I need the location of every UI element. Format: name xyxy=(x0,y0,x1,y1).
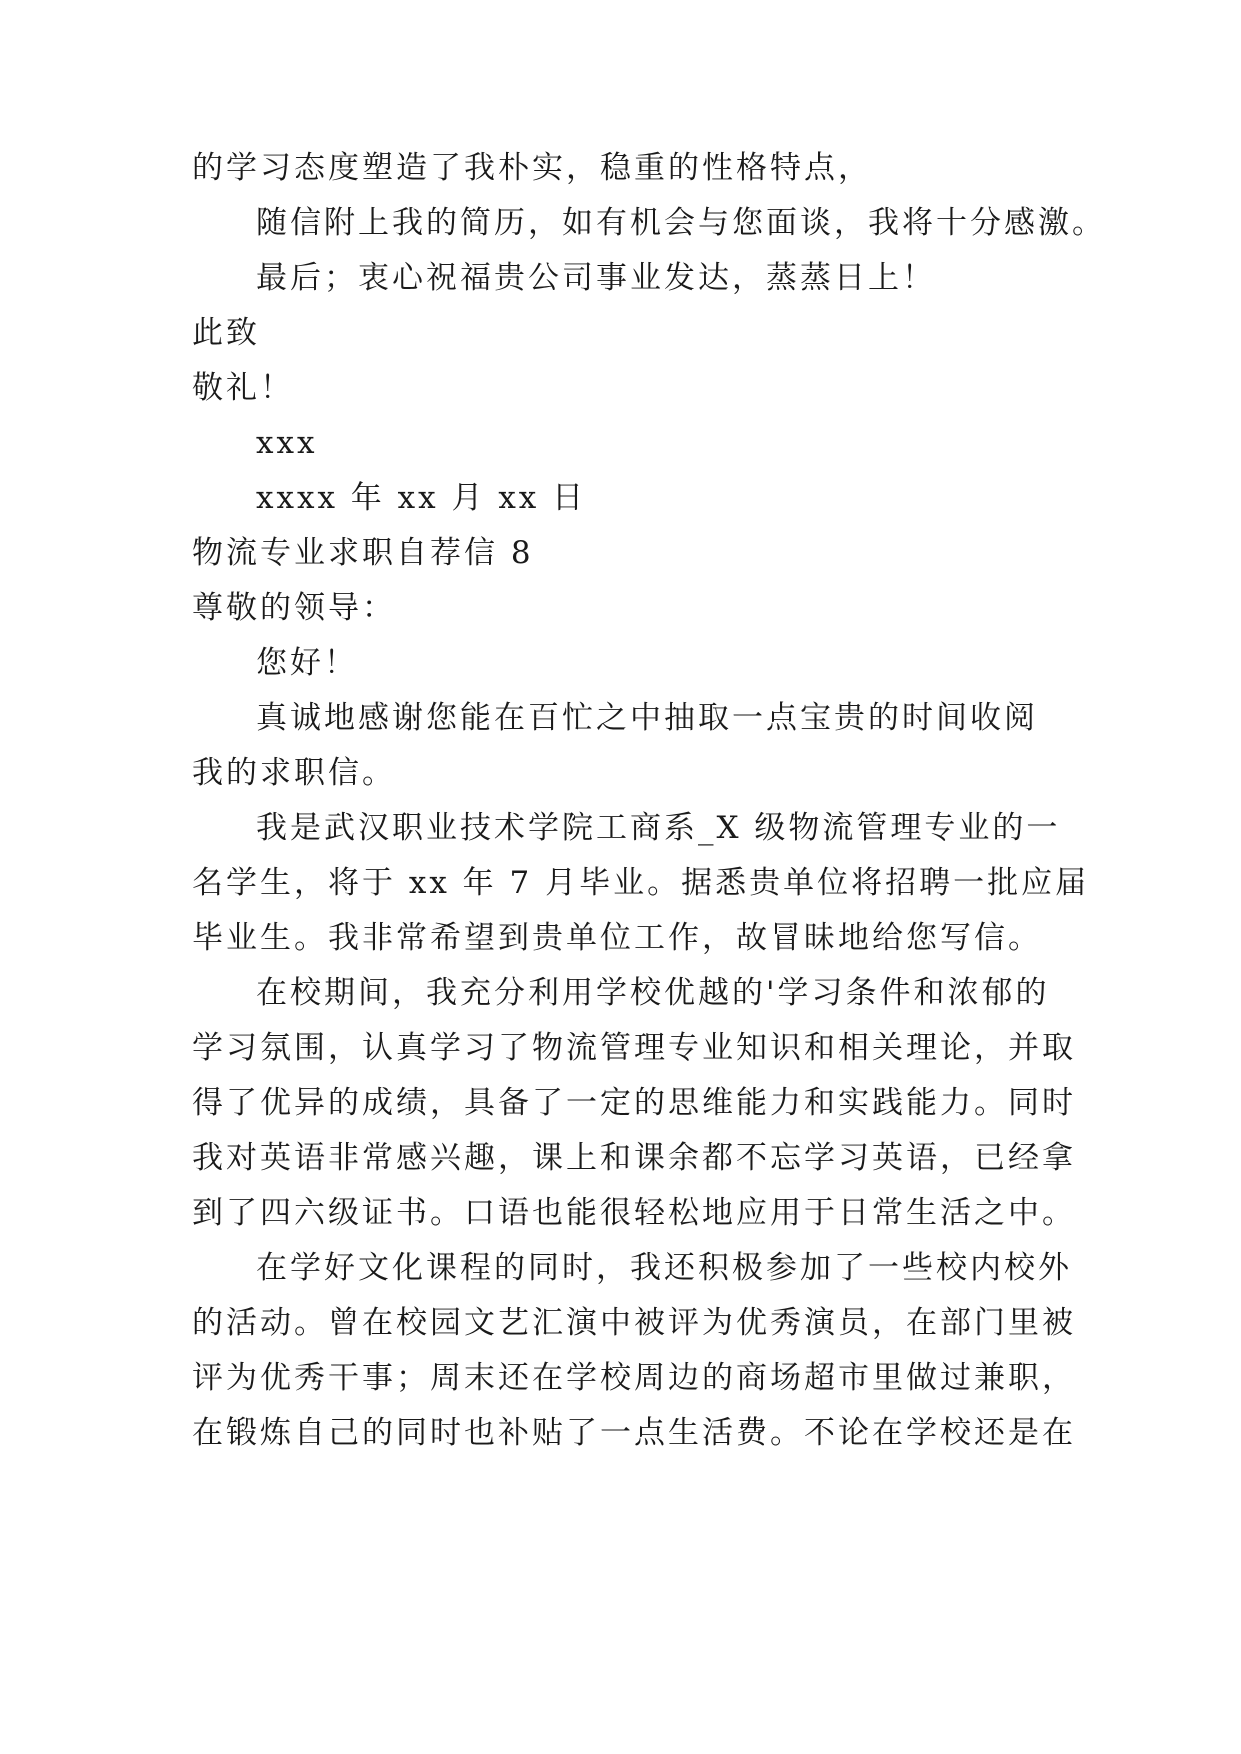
greeting: 您好！ xyxy=(256,645,358,681)
text-line: 在锻炼自己的同时也补贴了一点生活费。不论在学校还是在 xyxy=(192,1415,1076,1451)
signature: xxx xyxy=(256,425,318,461)
text-line: 我对英语非常感兴趣，课上和课余都不忘学习英语，已经拿 xyxy=(192,1140,1076,1176)
text-line: 的活动。曾在校园文艺汇演中被评为优秀演员，在部门里被 xyxy=(192,1305,1076,1341)
closing-line: 敬礼！ xyxy=(192,370,294,406)
text-line: 到了四六级证书。口语也能很轻松地应用于日常生活之中。 xyxy=(192,1195,1076,1231)
closing-line: 此致 xyxy=(192,315,260,351)
text-line: 在校期间，我充分利用学校优越的'学习条件和浓郁的 xyxy=(256,975,1050,1011)
text-line: 评为优秀干事；周末还在学校周边的商场超市里做过兼职， xyxy=(192,1360,1076,1396)
section-title: 物流专业求职自荐信 8 xyxy=(192,535,534,571)
text-line: 的学习态度塑造了我朴实，稳重的性格特点， xyxy=(192,150,872,186)
text-line: 毕业生。我非常希望到贵单位工作，故冒昧地给您写信。 xyxy=(192,920,1042,956)
text-line: 我的求职信。 xyxy=(192,755,396,791)
date-line: xxxx 年 xx 月 xx 日 xyxy=(256,480,587,516)
text-line: 学习氛围，认真学习了物流管理专业知识和相关理论，并取 xyxy=(192,1030,1076,1066)
text-line: 在学好文化课程的同时，我还积极参加了一些校内校外 xyxy=(256,1250,1072,1286)
text-line: 我是武汉职业技术学院工商系_X 级物流管理专业的一 xyxy=(256,810,1061,846)
salutation: 尊敬的领导： xyxy=(192,590,396,626)
text-line: 最后；衷心祝福贵公司事业发达，蒸蒸日上！ xyxy=(256,260,936,296)
text-line: 得了优异的成绩，具备了一定的思维能力和实践能力。同时 xyxy=(192,1085,1076,1121)
text-line: 随信附上我的简历，如有机会与您面谈，我将十分感激。 xyxy=(256,205,1106,241)
text-line: 名学生，将于 xx 年 7 月毕业。据悉贵单位将招聘一批应届 xyxy=(192,865,1090,901)
text-line: 真诚地感谢您能在百忙之中抽取一点宝贵的时间收阅 xyxy=(256,700,1038,736)
